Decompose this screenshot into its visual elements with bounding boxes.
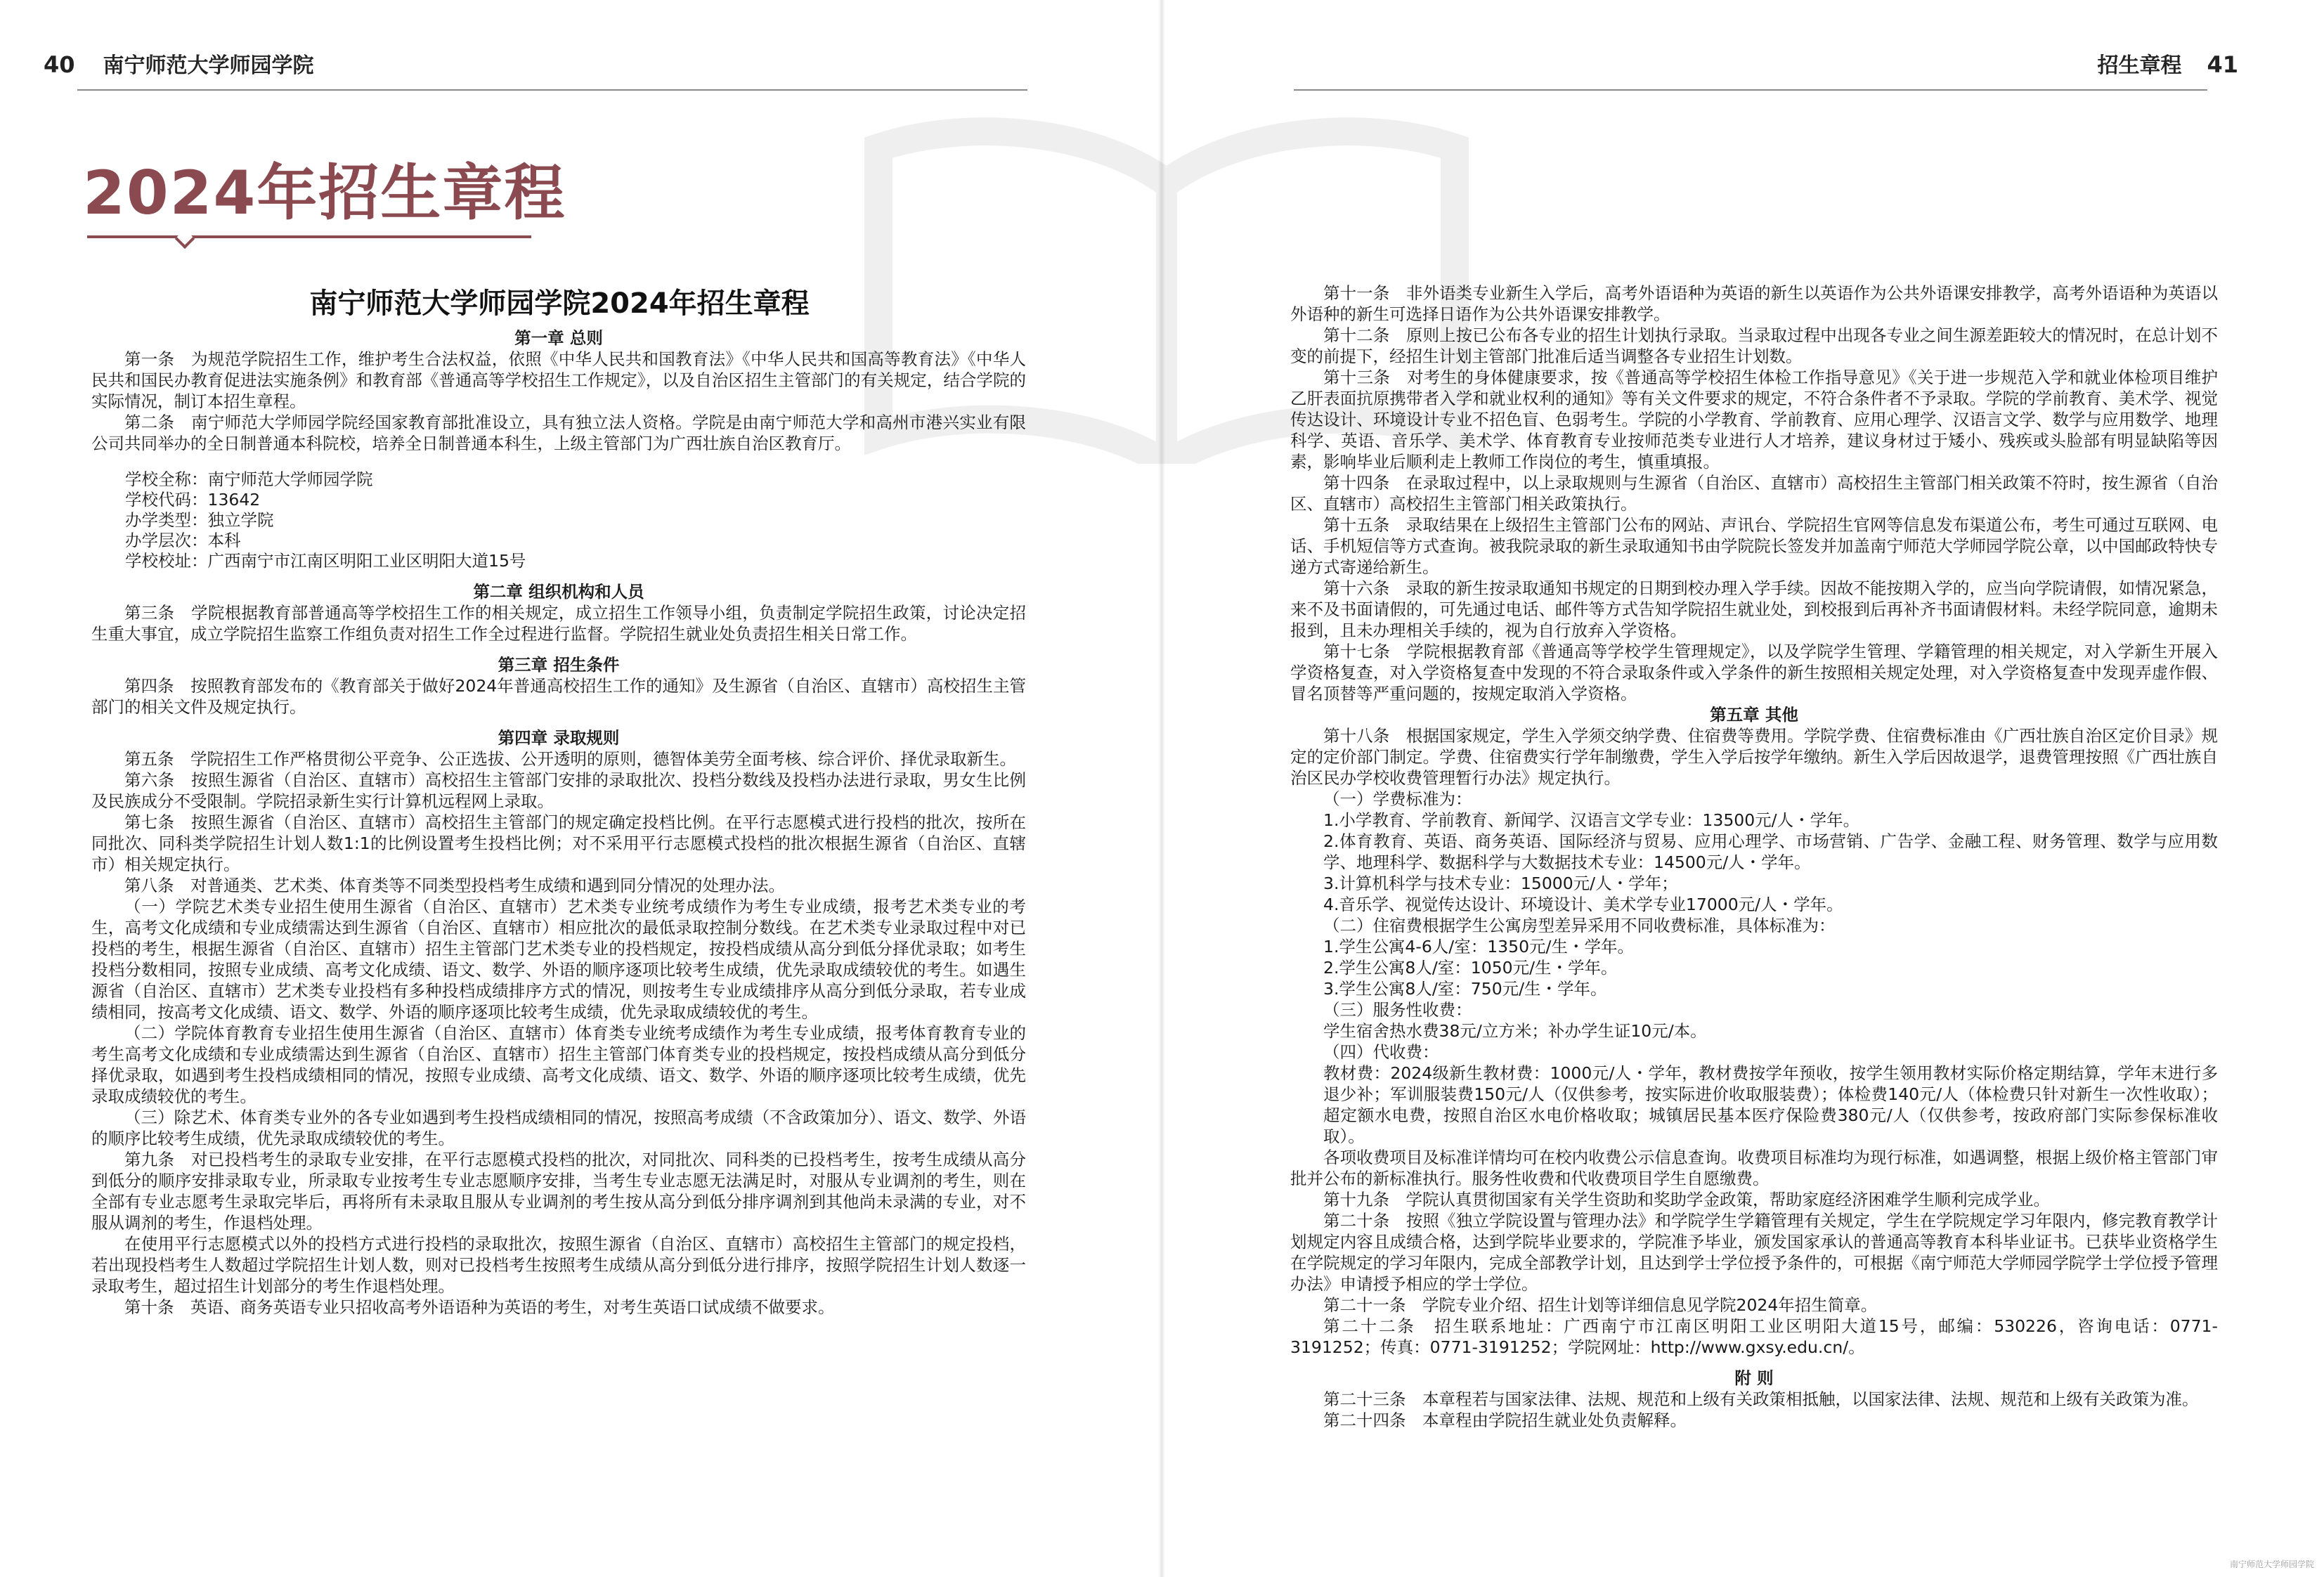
article-12: 第十二条 原则上按已公布各专业的招生计划执行录取。当录取过程中出现各专业之间生源差距较大的情况时，在总计划不变的前提下，经招生计划主管部门批准后适当调整各专业招生计划数。 [1290, 325, 2218, 366]
article-2: 第二条 南宁师范大学师园学院经国家教育部批准设立，具有独立法人资格。学院是由南宁师范大学和高州市港兴实业有限公司共同举办的全日制普通本科院校，培养全日制普通本科生，上级主管部门为广西壮族自治区教育厅。 [91, 413, 1026, 453]
fee-item: 学生宿舍热水费38元/立方米；补办学生证10元/本。 [1323, 1021, 1707, 1041]
article-18: 第十八条 根据国家规定，学生入学须交纳学费、住宿费等费用。学院学费、住宿费标准由《广西壮族自治区定价目录》规定的定价部门制定。学费、住宿费实行学年制缴费，学生入学后按学年缴纳。新生入学后因故退学，退费管理按照《广西壮族自治区民办学校收费管理暂行办法》规定执行。 [1290, 726, 2218, 788]
left-body-text [91, 327, 1026, 1318]
article-8-clause-3: （三）除艺术、体育类专业外的各专业如遇到考生投档成绩相同的情况，按照高考成绩（不含政策加分）、语文、数学、外语的顺序比较考生成绩，优先录取成绩较优的考生。 [91, 1108, 1026, 1148]
fee-item: 教材费：2024级新生教材费：1000元/人・学年，教材费按学年预收，按学生领用教材实际价格定期结算，学年末进行多退少补；军训服装费150元/人（仅供参考，按实际进价收取服装费）；体检费140元/人（体检费只针对新生一次性收取）；超定额水电费，按照自治区水电价格收取；城镇居民基本医疗保险费380元/人（仅供参考，按政府部门实际参保标准收取）。 [1323, 1063, 2218, 1146]
article-9-continued: 在使用平行志愿模式以外的投档方式进行投档的录取批次，按照生源省（自治区、直辖市）高校招生主管部门的规定投档，若出现投档考生人数超过学院招生计划人数，则对已投档考生按照考生成绩从高分到低分进行排序，按照学院招生计划人数逐一录取考生，超过招生计划部分的考生作退档处理。 [91, 1234, 1026, 1296]
chapter-heading: 第三章 招生条件 [498, 655, 620, 675]
article-15: 第十五条 录取结果在上级招生主管部门公布的网站、声讯台、学院招生官网等信息发布渠道公布，考生可通过互联网、电话、手机短信等方式查询。被我院录取的新生录取通知书由学院院长签发并加盖南宁师范大学师园学院公章，以中国邮政特快专递方式寄递给新生。 [1290, 515, 2218, 577]
big-title: 2024年招生章程 [83, 158, 566, 228]
fee-item: 1.小学教育、学前教育、新闻学、汉语言文学专业：13500元/人・学年。 [1323, 810, 1860, 830]
header-title: 招生章程 [2097, 53, 2182, 78]
article-8-clause-2: （二）学院体育教育专业招生使用生源省（自治区、直辖市）体育类专业统考成绩作为考生专业成绩，报考体育教育专业的考生高考文化成绩和专业成绩需达到生源省（自治区、直辖市）招生主管部门体育类专业的投档规定，按投档成绩从高分到低分择优录取，如遇到考生投档成绩相同的情况，按照专业成绩、高考文化成绩、语文、数学、外语的顺序逐项比较考生成绩，优先录取成绩较优的考生。 [91, 1023, 1026, 1106]
school-address: 学校校址：广西南宁市江南区明阳工业区明阳大道15号 [125, 551, 526, 571]
fee-item: 4.音乐学、视觉传达设计、环境设计、美术学专业17000元/人・学年。 [1323, 895, 1843, 914]
fee-item: 3.计算机科学与技术专业：15000元/人・学年； [1323, 874, 1678, 893]
fee-section-heading: （四）代收费： [1323, 1042, 1439, 1062]
document-title: 南宁师范大学师园学院2024年招生章程 [309, 287, 810, 320]
article-11: 第十一条 非外语类专业新生入学后，高考外语语种为英语的新生以英语作为公共外语课安排教学，高考外语语种为英语以外语种的新生可选择日语作为公共外语课安排教学。 [1290, 283, 2218, 324]
school-code: 学校代码：13642 [125, 490, 261, 510]
school-name: 学校全称：南宁师范大学师园学院 [125, 469, 373, 489]
title-underline [87, 235, 531, 238]
header-rule [77, 89, 1027, 91]
school-type: 办学类型：独立学院 [125, 510, 274, 530]
fee-item: 2.学生公寓8人/室：1050元/生・学年。 [1323, 958, 1618, 978]
article-22: 第二十二条 招生联系地址：广西南宁市江南区明阳工业区明阳大道15号，邮编：530226，咨询电话：0771-3191252；传真：0771-3191252；学院网址：http://www.gxsy.edu.cn/。 [1290, 1316, 2218, 1357]
page-number: 41 [2207, 51, 2238, 78]
header-title: 南宁师范大学师园学院 [103, 53, 314, 78]
chapter-heading: 第五章 其他 [1710, 705, 1798, 725]
right-body-text [1290, 283, 2218, 1431]
chapter-heading: 第二章 组织机构和人员 [473, 582, 644, 602]
article-10: 第十条 英语、商务英语专业只招收高考外语语种为英语的考生，对考生英语口试成绩不做要求。 [124, 1297, 835, 1317]
article-1: 第一条 为规范学院招生工作，维护考生合法权益，依照《中华人民共和国教育法》《中华人民共和国高等教育法》《中华人民共和国民办教育促进法实施条例》和教育部《普通高等学校招生工作规定》，以及自治区招生主管部门的有关规定，结合学院的实际情况，制订本招生章程。 [91, 349, 1026, 411]
fee-item: 1.学生公寓4-6人/室：1350元/生・学年。 [1323, 937, 1634, 956]
right-page [1162, 0, 2324, 1577]
page-number: 40 [44, 51, 75, 78]
fee-section-heading: （三）服务性收费： [1323, 1000, 1472, 1020]
school-level: 办学层次：本科 [125, 531, 241, 550]
article-3: 第三条 学院根据教育部普通高等学校招生工作的相关规定，成立招生工作领导小组，负责制定学院招生政策，讨论决定招生重大事宜，成立学院招生监察工作组负责对招生工作全过程进行监督。学院招生就业处负责招生相关日常工作。 [91, 603, 1026, 644]
article-17: 第十七条 学院根据教育部《普通高等学校学生管理规定》，以及学院学生管理、学籍管理的相关规定，对入学新生开展入学资格复查，对入学资格复查中发现的不符合录取条件或入学条件的新生按照相关规定处理，对入学资格复查中发现弄虚作假、冒名顶替等严重问题的，按规定取消入学资格。 [1290, 642, 2218, 703]
fee-section-heading: （一）学费标准为： [1323, 789, 1472, 809]
article-13: 第十三条 对考生的身体健康要求，按《普通高等学校招生体检工作指导意见》《关于进一步规范入学和就业体检项目维护乙肝表面抗原携带者入学和就业权利的通知》等有关文件要求的规定，不符合条件者不予录取。学院的学前教育、美术学、视觉传达设计、环境设计专业不招色盲、色弱考生。学院的小学教育、学前教育、应用心理学、汉语言文学、数学与应用数学、地理科学、英语、音乐学、美术学、体育教育专业按师范类专业进行人才培养，建议身材过于矮小、残疾或头脸部有明显缺陷等因素，影响毕业后顺利走上教师工作岗位的考生，慎重填报。 [1290, 368, 2218, 472]
header-rule [1294, 89, 2207, 91]
fee-note: 各项收费项目及标准详情均可在校内收费公示信息查询。收费项目标准均为现行标准，如遇调整，根据上级价格主管部门审批并公布的新标准执行。服务性收费和代收费项目学生自愿缴费。 [1290, 1148, 2218, 1188]
chapter-heading: 第一章 总则 [514, 328, 603, 348]
right-header [1606, 48, 2238, 83]
fee-section-heading: （二）住宿费根据学生公寓房型差异采用不同收费标准，具体标准为： [1323, 916, 1836, 935]
article-7: 第七条 按照生源省（自治区、直辖市）高校招生主管部门的规定确定投档比例。在平行志愿模式进行投档的批次，按所在同批次、同科类学院招生计划人数1:1的比例设置考生投档比例；对不采用平行志愿模式投档的批次根据生源省（自治区、直辖市）相关规定执行。 [91, 812, 1026, 874]
article-9: 第九条 对已投档考生的录取专业安排，在平行志愿模式投档的批次，对同批次、同科类的已投档考生，按考生成绩从高分到低分的顺序安排录取专业，所录取专业按考生专业志愿顺序安排，当考生专业志愿无法满足时，对服从专业调剂的考生，则在全部有专业志愿考生录取完毕后，再将所有未录取且服从专业调剂的考生按从高分到低分排序调剂到其他尚未录满的专业，对不服从调剂的考生，作退档处理。 [91, 1150, 1026, 1233]
appendix-heading: 附 则 [1734, 1368, 1774, 1388]
article-6: 第六条 按照生源省（自治区、直辖市）高校招生主管部门安排的录取批次、投档分数线及投档办法进行录取，男女生比例及民族成分不受限制。学院招录新生实行计算机远程网上录取。 [91, 770, 1026, 811]
article-8: 第八条 对普通类、艺术类、体育类等不同类型投档考生成绩和遇到同分情况的处理办法。 [124, 876, 785, 895]
article-20: 第二十条 按照《独立学院设置与管理办法》和学院学生学籍管理有关规定，学生在学院规定学习年限内，修完教育教学计划规定内容且成绩合格，达到学院毕业要求的，学院准予毕业，颁发国家承认的普通高等教育本科毕业证书。已获毕业资格学生在学院规定的学习年限内，完成全部教学计划，且达到学士学位授予条件的，可根据《南宁师范大学师园学院学士学位授予管理办法》申请授予相应的学士学位。 [1290, 1211, 2218, 1294]
article-5: 第五条 学院招生工作严格贯彻公平竞争、公正选拔、公开透明的原则，德智体美劳全面考核、综合评价、择优录取新生。 [124, 749, 1016, 769]
fee-item: 3.学生公寓8人/室：750元/生・学年。 [1323, 979, 1607, 999]
title-underline-notch [175, 229, 195, 249]
article-16: 第十六条 录取的新生按录取通知书规定的日期到校办理入学手续。因故不能按期入学的，应当向学院请假，如情况紧急，来不及书面请假的，可先通过电话、邮件等方式告知学院招生就业处，到校报到后再补齐书面请假材料。未经学院同意，逾期未报到，且未办理相关手续的，视为自行放弃入学资格。 [1290, 578, 2218, 640]
article-23: 第二十三条 本章程若与国家法律、法规、规范和上级有关政策相抵触，以国家法律、法规、规范和上级有关政策为准。 [1323, 1389, 2199, 1409]
article-8-clause-1: （一）学院艺术类专业招生使用生源省（自治区、直辖市）艺术类专业统考成绩作为考生专业成绩，报考艺术类专业的考生，高考文化成绩和专业成绩需达到生源省（自治区、直辖市）相应批次的最低录取控制分数线。在艺术类专业录取过程中对已投档的考生，根据生源省（自治区、直辖市）招生主管部门艺术类专业的投档规定，按投档成绩从高分到低分择优录取；如考生投档分数相同，按照专业成绩、高考文化成绩、语文、数学、外语的顺序逐项比较考生成绩，优先录取成绩较优的考生。如遇生源省（自治区、直辖市）艺术类专业投档有多种投档成绩排序方式的情况，则按考生专业成绩排序从高分到低分录取，若专业成绩相同，按高考文化成绩、语文、数学、外语的顺序逐项比较考生成绩，优先录取成绩较优的考生。 [91, 897, 1026, 1022]
article-14: 第十四条 在录取过程中，以上录取规则与生源省（自治区、直辖市）高校招生主管部门相关政策不符时，按生源省（自治区、直辖市）高校招生主管部门相关政策执行。 [1290, 473, 2218, 514]
article-4: 第四条 按照教育部发布的《教育部关于做好2024年普通高校招生工作的通知》及生源省（自治区、直辖市）高校招生主管部门的相关文件及规定执行。 [91, 676, 1026, 717]
left-header [44, 48, 1027, 83]
chapter-heading: 第四章 录取规则 [498, 728, 620, 748]
article-21: 第二十一条 学院专业介绍、招生计划等详细信息见学院2024年招生简章。 [1323, 1295, 1878, 1315]
school-info [125, 469, 1026, 571]
article-24: 第二十四条 本章程由学院招生就业处负责解释。 [1323, 1410, 1687, 1430]
fee-item: 2.体育教育、英语、商务英语、国际经济与贸易、应用心理学、市场营销、广告学、金融工程、财务管理、数学与应用数学、地理科学、数据科学与大数据技术专业：14500元/人・学年。 [1323, 831, 2218, 872]
article-19: 第十九条 学院认真贯彻国家有关学生资助和奖助学金政策，帮助家庭经济困难学生顺利完成学业。 [1323, 1190, 2050, 1209]
footer-note: 南宁师范大学师园学院 [2229, 1559, 2314, 1569]
